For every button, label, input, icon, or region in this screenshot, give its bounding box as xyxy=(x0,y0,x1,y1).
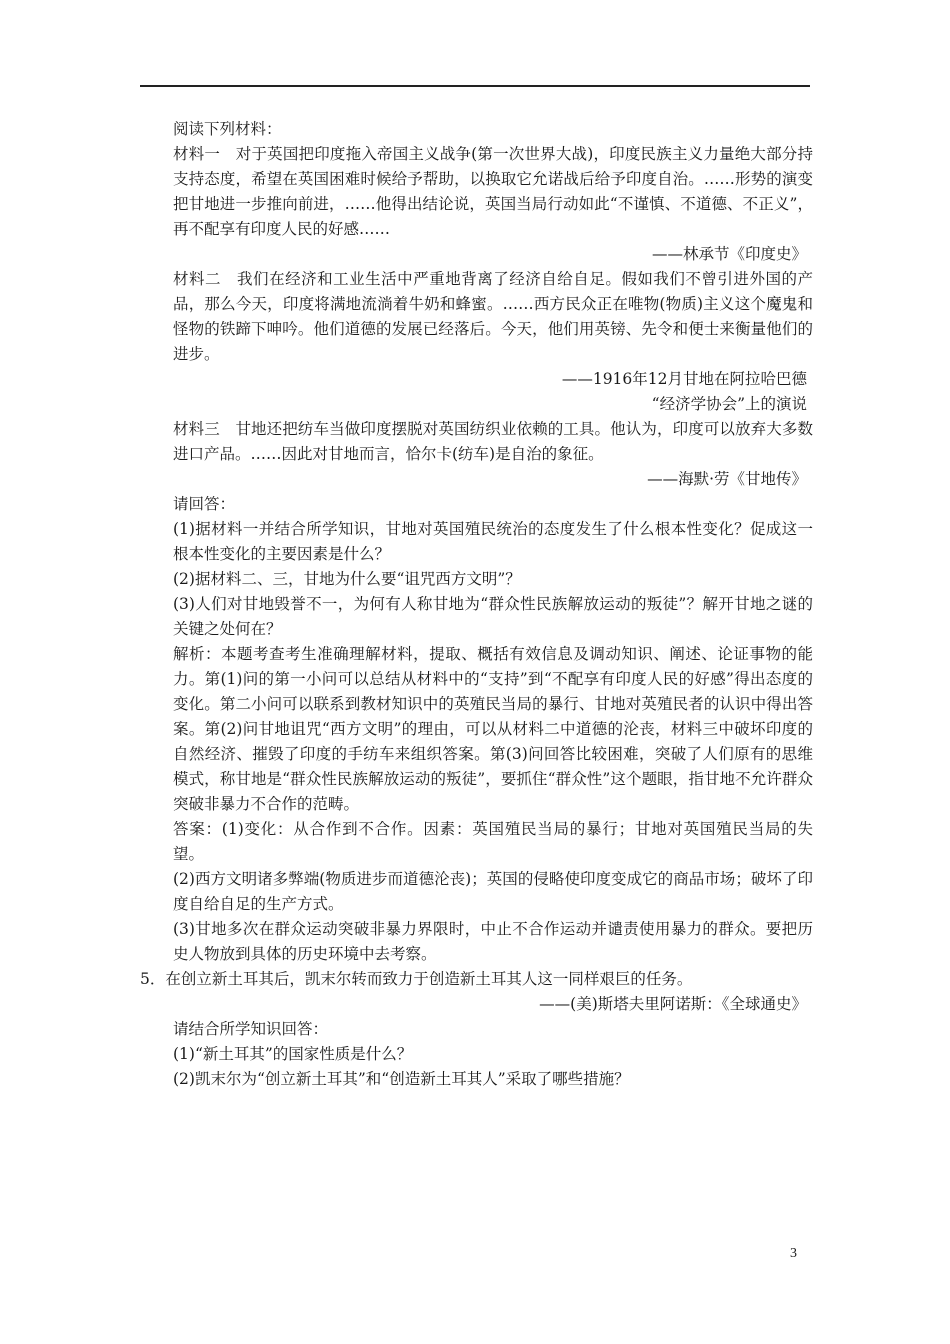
material-one: 材料一 对于英国把印度拖入帝国主义战争(第一次世界大战)，印度民族主义力量绝大部分持支持态度，希望在英国困难时候给予帮助，以换取它允诺战后给予印度自治。……形势的演变把甘地进一步推向前进，……他得出结论说，英国当局行动如此“不谨慎、不道德、不正义”，再不配享有印度人民的好感…… xyxy=(173,145,813,238)
question-5-1: (1)“新土耳其”的国家性质是什么？ xyxy=(173,1045,413,1063)
material-three: 材料三 甘地还把纺车当做印度摆脱对英国纺织业依赖的工具。他认为，印度可以放弃大多数进口产品。……因此对甘地而言，恰尔卡(纺车)是自治的象征。 xyxy=(173,420,813,463)
question-1: (1)据材料一并结合所学知识，甘地对英国殖民统治的态度发生了什么根本性变化？促成这一根本性变化的主要因素是什么？ xyxy=(173,520,813,563)
analysis-text: 解析：本题考查考生准确理解材料，提取、概括有效信息及调动知识、阐述、论证事物的能力。第(1)问的第一小问可以总结从材料中的“支持”到“不配享有印度人民的好感”得出态度的变化。第二小问可以联系到教材知识中的英殖民当局的暴行、甘地对英殖民者的认识中得出答案。第(2)问甘地诅咒“西方文明”的理由，可以从材料二中道德的沦丧，材料三中破坏印度的自然经济、摧毁了印度的手纺车来组织答案。第(3)问回答比较困难，突破了人们原有的思维模式，称甘地是“群众性民族解放运动的叛徒”，要抓住“群众性”这个题眼，指甘地不允许群众突破非暴力不合作的范畴。 xyxy=(173,645,813,813)
source-three: ——海默·劳《甘地传》 xyxy=(647,470,807,488)
source-five: ——(美)斯塔夫里阿诺斯：《全球通史》 xyxy=(539,995,807,1013)
intro-text: 阅读下列材料： xyxy=(173,120,282,138)
answer-3: (3)甘地多次在群众运动突破非暴力界限时，中止不合作运动并谴责使用暴力的群众。要把历史人物放到具体的历史环境中去考察。 xyxy=(173,920,813,963)
answer-2: (2)西方文明诸多弊端(物质进步而道德沦丧)；英国的侵略使印度变成它的商品市场；破坏了印度自给自足的生产方式。 xyxy=(173,870,813,913)
question-2: (2)据材料二、三，甘地为什么要“诅咒西方文明”？ xyxy=(173,570,521,588)
source-one: ——林承节《印度史》 xyxy=(651,245,807,263)
answer-1: 答案：(1)变化：从合作到不合作。因素：英国殖民当局的暴行；甘地对英国殖民当局的失望。 xyxy=(173,820,813,863)
material-two: 材料二 我们在经济和工业生活中严重地背离了经济自给自足。假如我们不曾引进外国的产品，那么今天，印度将满地流淌着牛奶和蜂蜜。……西方民众正在唯物(物质)主义这个魔鬼和怪物的铁蹄下呻吟。他们道德的发展已经落后。今天，他们用英镑、先令和便士来衡量他们的进步。 xyxy=(173,270,813,363)
question-5: 5．在创立新土耳其后，凯末尔转而致力于创造新土耳其人这一同样艰巨的任务。 xyxy=(140,970,693,988)
question-3: (3)人们对甘地毁誉不一，为何有人称甘地为“群众性民族解放运动的叛徒”？解开甘地之谜的关键之处何在？ xyxy=(173,595,813,638)
ask-five-label: 请结合所学知识回答： xyxy=(173,1020,329,1038)
question-5-2: (2)凯末尔为“创立新土耳其”和“创造新土耳其人”采取了哪些措施？ xyxy=(173,1070,630,1088)
source-two-line2: “经济学协会”上的演说 xyxy=(651,395,807,413)
document-body xyxy=(140,117,813,1092)
page-number: 3 xyxy=(790,1246,797,1261)
header-rule xyxy=(140,85,810,87)
source-two-line1: ——1916年12月甘地在阿拉哈巴德 xyxy=(561,370,807,388)
ask-label: 请回答： xyxy=(173,495,236,513)
